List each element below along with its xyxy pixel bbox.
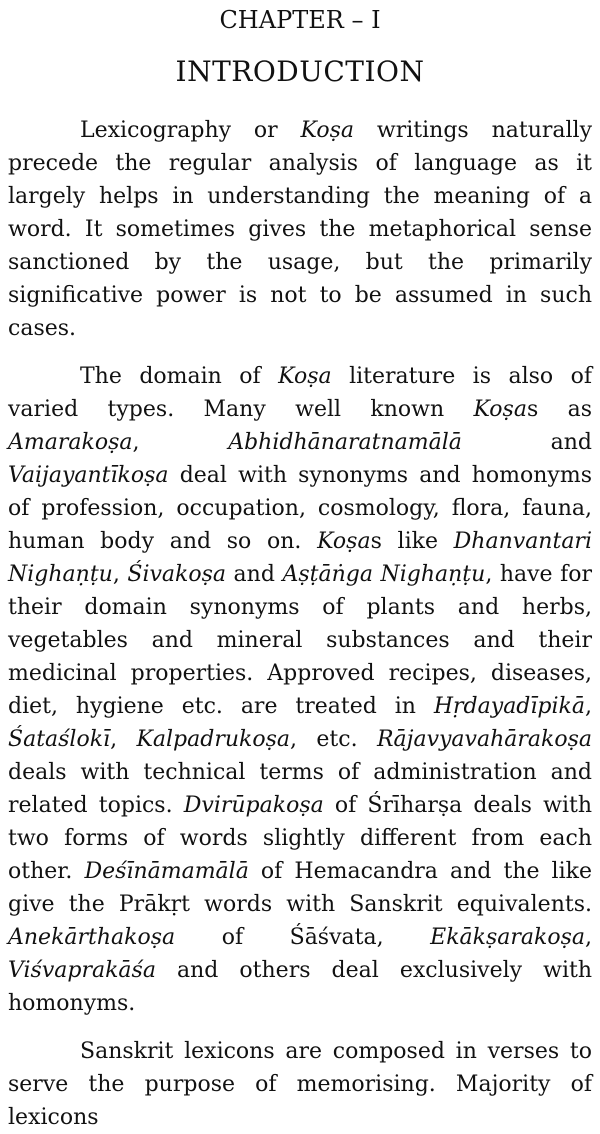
italic-term: Aṣṭāṅga Nighaṇṭu [282, 562, 486, 587]
text-run: and [461, 430, 592, 455]
text-run: Lexicography or [80, 118, 301, 143]
text-run: s like [370, 529, 454, 554]
text-run: deal with synonyms and homonyms of profession, occupation, cosmology, flora, fauna, human body and so on. [8, 463, 592, 554]
italic-term: Śataślokī [8, 727, 111, 752]
italic-term: Hṛdayadīpikā [433, 694, 585, 719]
text-run: writings naturally precede the regular analysis of language as it largely helps in understanding the meaning of a word. It sometimes gives the metaphorical sense sanctioned by the usage, but the primarily significative power is not to be assumed in such cases. [8, 118, 592, 341]
italic-term: Kalpadrukoṣa [136, 727, 291, 752]
text-run: , [112, 562, 128, 587]
text-run: and [226, 562, 283, 587]
italic-term: Śivakoṣa [127, 562, 227, 587]
italic-term: Amarakoṣa [8, 430, 133, 455]
text-run: s as [526, 397, 592, 422]
italic-term: Koṣa [473, 397, 527, 422]
text-run: of Śrīharṣa deals with two forms of words slightly different from each other. [8, 793, 592, 884]
chapter-title: INTRODUCTION [175, 55, 425, 88]
text-run: of Hemacandra and the like give the Prākṛt words with Sanskrit equivalents. [8, 859, 592, 917]
italic-term: Rājavyavahārakoṣa [376, 727, 592, 752]
text-run: , [110, 727, 137, 752]
italic-term: Dvirūpakoṣa [183, 793, 324, 818]
text-run: , have for their domain synonyms of plants and herbs, vegetables and mineral substances and their medicinal properties. Approved recipes, diseases, diet, hygiene etc. are treated in [8, 562, 592, 719]
italic-term: Dhanvantari Nighaṇṭu [8, 529, 592, 587]
paragraph-2 [8, 360, 592, 1020]
italic-term: Koṣa [300, 118, 355, 143]
italic-term: Anekārthakoṣa [8, 925, 176, 950]
text-run: The domain of [80, 364, 279, 389]
italic-term: Vaijayantīkoṣa [8, 463, 169, 488]
italic-term: Ekākṣarakoṣa [430, 925, 585, 950]
paragraph-1 [8, 114, 592, 345]
text-run: , [132, 430, 229, 455]
text-run: and others deal exclusively with homonyms. [8, 958, 592, 1016]
text-run: literature is also of varied types. Many well known [8, 364, 592, 422]
chapter-label: CHAPTER – I [219, 6, 381, 34]
italic-term: Koṣa [278, 364, 332, 389]
text-run: , [585, 694, 592, 719]
text-run: , [585, 925, 592, 950]
italic-term: Deśīnāmamālā [84, 859, 249, 884]
italic-term: Viśvaprakāśa [8, 958, 156, 983]
text-run: , etc. [290, 727, 377, 752]
body-text [8, 114, 592, 1134]
italic-term: Koṣa [317, 529, 371, 554]
italic-term: Abhidhānaratnamālā [228, 430, 462, 455]
text-run: deals with technical terms of administration and related topics. [8, 760, 592, 818]
text-run: of Śāśvata, [175, 925, 431, 950]
text-run: Sanskrit lexicons are composed in verses to serve the purpose of memorising. Majority of lexicons [8, 1039, 592, 1130]
paragraph-3 [8, 1035, 592, 1134]
